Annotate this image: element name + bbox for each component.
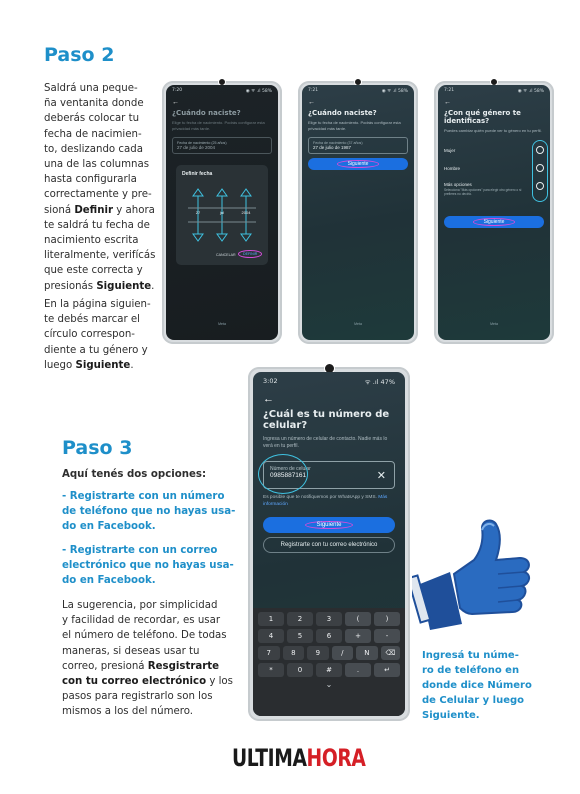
notice-text: Es posible que te notifiquemos por WhatsApp y SMS. Más información (263, 495, 388, 507)
key-hash[interactable]: # (316, 663, 342, 677)
cancel-button[interactable]: CANCELAR (216, 253, 236, 257)
paso-2-text-2: En la página siguien- te debés marcar el círculo correspon- diente a tu género y luego Siguiente. (44, 299, 151, 371)
radio-more[interactable] (536, 182, 544, 190)
phone-gender (434, 81, 554, 344)
month-down-arrow-icon (217, 234, 227, 241)
key-close-paren[interactable]: ) (374, 612, 400, 626)
key-slash[interactable]: / (332, 646, 354, 660)
back-arrow-icon[interactable]: ← (263, 393, 274, 405)
key-4[interactable]: 4 (258, 629, 284, 643)
status-bar: 7:21 ◉ ᯤ .ıl 58% (308, 88, 408, 94)
birthdate-field[interactable]: Fecha de nacimiento (37 años) 27 de julio de 1987 (308, 137, 408, 154)
next-button[interactable]: Siguiente (444, 216, 544, 228)
screen-title: ¿Cuándo naciste? (172, 109, 241, 117)
key-n[interactable]: N (356, 646, 378, 660)
next-button[interactable]: Siguiente (308, 158, 408, 170)
radio-female[interactable] (536, 146, 544, 154)
keyboard-hide-icon[interactable]: ⌄ (325, 680, 333, 689)
paso-2-title: Paso 2 (44, 44, 115, 66)
radio-male[interactable] (536, 164, 544, 172)
key-2[interactable]: 2 (287, 612, 313, 626)
clear-icon[interactable]: ✕ (376, 470, 386, 482)
backspace-key-icon[interactable]: ⌫ (381, 646, 400, 660)
thumbs-up-icon (412, 516, 534, 632)
phone-screen (166, 85, 278, 340)
key-3[interactable]: 3 (316, 612, 342, 626)
option-female[interactable]: Mujer (444, 147, 456, 153)
screen-title: ¿Cuándo naciste? (308, 109, 377, 117)
meta-footer: Meta (218, 322, 226, 326)
year-up-arrow-icon (241, 189, 251, 196)
key-9[interactable]: 9 (307, 646, 329, 660)
phone-number-field[interactable]: Número de celular 0985887161 ✕ (263, 461, 395, 489)
phone-date-picker (162, 81, 282, 344)
key-minus[interactable]: - (374, 629, 400, 643)
more-options-note: Selecciona "Más opciones" para elegir otro género o si prefieres no decirlo. (444, 187, 522, 196)
phone-screen (302, 85, 414, 340)
back-arrow-icon[interactable]: ← (172, 99, 179, 106)
screen-subtitle: Elige tu fecha de nacimiento. Podrás configurar esta privacidad más tarde. (172, 120, 265, 131)
option-phone-text: - Registrarte con un número de teléfono que no hayas usa- do en Facebook. (62, 491, 236, 533)
day-up-arrow-icon (193, 189, 203, 196)
screen-subtitle: Ingresa un número de celular de contacto. Nadie más lo verá en tu perfil. (263, 436, 388, 449)
ultimahora-logo: ULTIMAHORA (232, 744, 366, 772)
screen-title: ¿Cuál es tu número de celular? (263, 409, 390, 431)
screen-title: ¿Con qué género te identificas? (444, 109, 521, 125)
define-button[interactable]: DEFINIR (238, 250, 262, 258)
option-email-text: - Registrarte con un correo electrónico que no hayas usa- do en Facebook. (62, 545, 234, 587)
phone-number-entry (248, 367, 410, 721)
enter-key-icon[interactable]: ↵ (374, 663, 400, 677)
paso-3-body: La sugerencia, por simplicidad y facilidad de recordar, es usar el número de teléfono. De todas maneras, si deseas usar tu correo, presioná Resgistrarte con tu correo electrónico y los pasos para registrarlo son los mismos a los del número. (62, 600, 233, 718)
key-8[interactable]: 8 (283, 646, 305, 660)
next-button[interactable]: Siguiente (263, 517, 395, 533)
status-bar: 7:20 ◉ ᯤ .ıl 58% (172, 88, 272, 94)
year-down-arrow-icon (241, 234, 251, 241)
key-open-paren[interactable]: ( (345, 612, 371, 626)
day-down-arrow-icon (193, 234, 203, 241)
dialog-title: Definir fecha (182, 171, 213, 177)
option-male[interactable]: Hombre (444, 165, 461, 171)
key-6[interactable]: 6 (316, 629, 342, 643)
paso-3-intro: Aquí tenés dos opciones: (62, 469, 207, 480)
day-value: 27 (195, 210, 201, 215)
year-value: 2004 (241, 210, 251, 215)
status-bar: 3:02 ᯤ .ıl 47% (263, 377, 395, 386)
screen-subtitle: Elige tu fecha de nacimiento. Podrás configurar esta privacidad más tarde. (308, 120, 401, 131)
paso-2-text: Saldrá una peque- ña ventanita donde deberás colocar tu fecha de nacimien- to, deslizando cada una de las columnas hasta configurarla correctamente y pre- sioná Definir y ahora te saldrá tu fecha de nacimiento escrita literalmente, verifícás que este correcta y presionás Siguiente. (44, 83, 156, 292)
month-up-arrow-icon (217, 189, 227, 196)
key-star[interactable]: * (258, 663, 284, 677)
key-plus[interactable]: + (345, 629, 371, 643)
status-bar: 7:21 ◉ ᯤ .ıl 58% (444, 88, 544, 94)
gender-options (444, 144, 544, 206)
phone-caption: Ingresá tu núme- ro de teléfono en donde dice Número de Celular y luego Siguiente. (422, 650, 532, 721)
key-dot[interactable]: . (345, 663, 371, 677)
key-5[interactable]: 5 (287, 629, 313, 643)
screen-subtitle: Puedes cambiar quién puede ver tu género en tu perfil. (444, 128, 542, 133)
key-7[interactable]: 7 (258, 646, 280, 660)
phone-screen (253, 372, 405, 716)
meta-footer: Meta (490, 322, 498, 326)
option-more[interactable]: Más opciones (444, 181, 472, 187)
more-info-link[interactable]: Más información (263, 495, 388, 507)
date-columns[interactable] (176, 183, 268, 253)
numeric-keypad (253, 608, 405, 716)
back-arrow-icon[interactable]: ← (308, 99, 315, 106)
phone-birthday (298, 81, 418, 344)
birthdate-field[interactable]: Fecha de nacimiento (25 años) 27 de julio de 2004 (172, 137, 272, 154)
month-value: jul (219, 210, 224, 215)
paso-3-title: Paso 3 (62, 437, 133, 459)
register-email-button[interactable]: Registrarte con tu correo electrónico (263, 537, 395, 553)
key-0[interactable]: 0 (287, 663, 313, 677)
field-highlight (258, 454, 308, 494)
meta-footer: Meta (354, 322, 362, 326)
phone-screen (438, 85, 550, 340)
date-dialog (176, 165, 268, 265)
key-1[interactable]: 1 (258, 612, 284, 626)
back-arrow-icon[interactable]: ← (444, 99, 451, 106)
